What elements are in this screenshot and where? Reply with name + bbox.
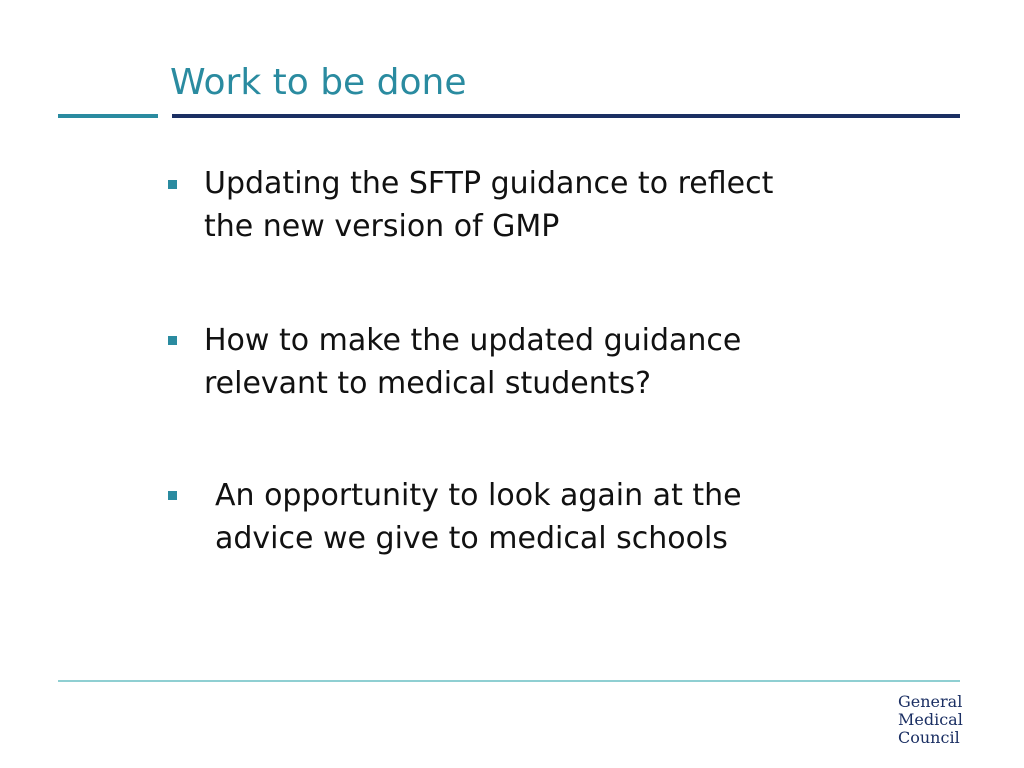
bullet-item-2-line-2: relevant to medical students? [204,366,652,401]
logo-line-1: General [898,692,963,711]
slide-title: Work to be done [170,62,467,103]
bullet-item-3-line-2: advice we give to medical schools [215,521,728,556]
bullet-item-3-line-1: An opportunity to look again at the [215,478,742,513]
gmc-logo [898,693,963,747]
logo-line-3: Council [898,728,960,747]
bullet-item-1 [204,162,904,248]
bullet-item-1-line-1: Updating the SFTP guidance to reflect [204,166,774,201]
bullet-item-2-line-1: How to make the updated guidance [204,323,742,358]
bullet-marker-1 [168,180,177,189]
bullet-item-1-line-2: the new version of GMP [204,209,560,244]
footer-rule [58,680,960,682]
bullet-item-2 [204,319,904,405]
logo-line-2: Medical [898,710,963,729]
header-rule-short [58,114,158,118]
header-rule-long [172,114,960,118]
bullet-item-3 [215,474,915,560]
bullet-marker-3 [168,491,177,500]
bullet-marker-2 [168,336,177,345]
